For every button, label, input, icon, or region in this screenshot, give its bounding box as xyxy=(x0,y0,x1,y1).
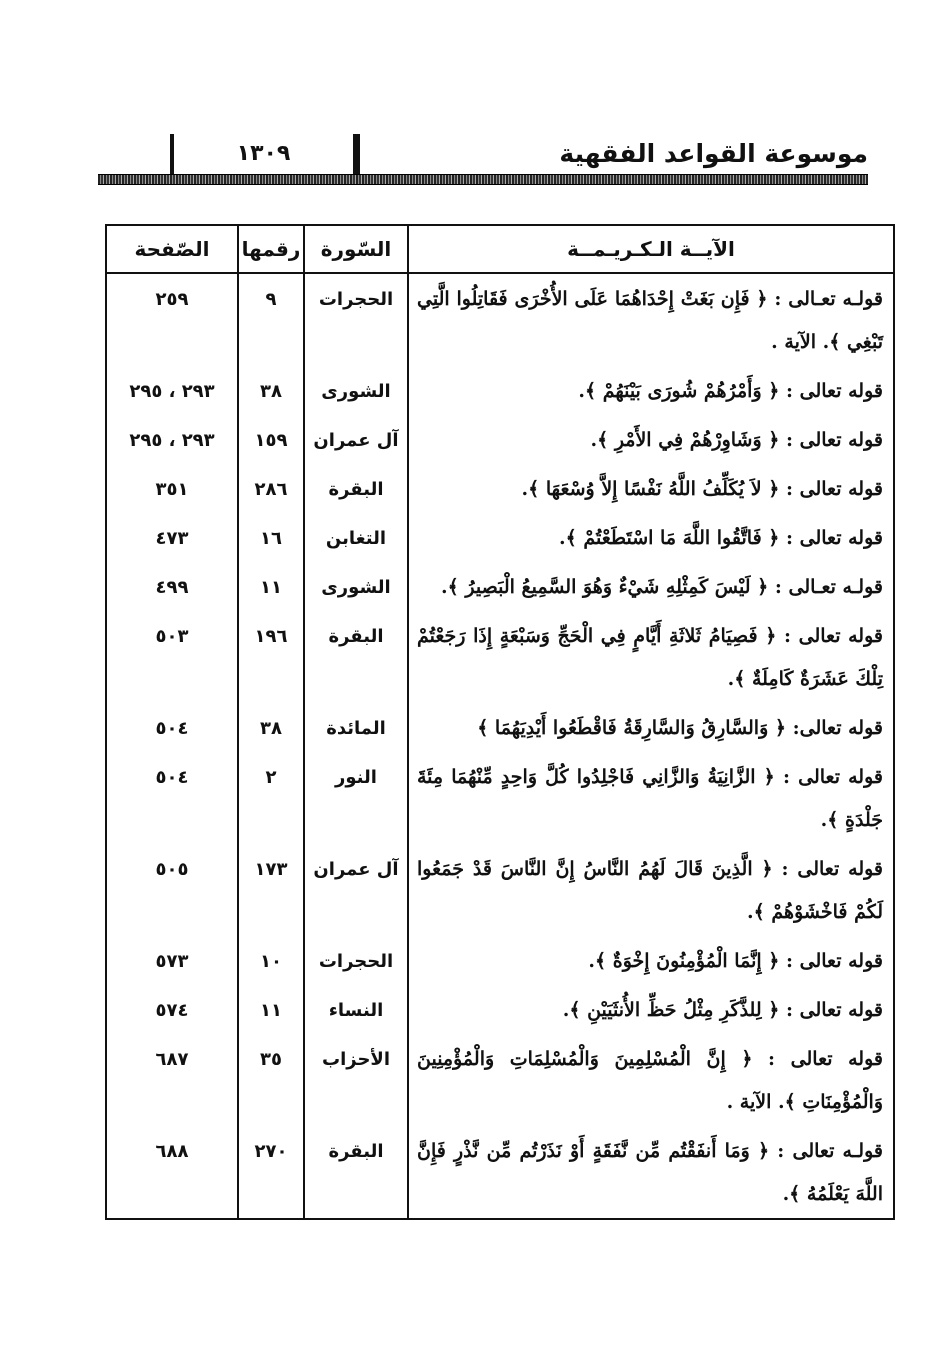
verses-index-table xyxy=(105,224,895,1220)
surah-cell: النساء xyxy=(304,985,408,1034)
table-row xyxy=(106,844,894,936)
number-cell: ٩ xyxy=(238,273,304,366)
number-cell: ١١ xyxy=(238,562,304,611)
number-cell: ١٩٦ xyxy=(238,611,304,703)
ayah-cell: قوله تعالى : ﴿ الَّذِينَ قَالَ لَهُمُ النَّاسُ إِنَّ النَّاسَ قَدْ جَمَعُوا لَكُمْ فَاخْشَوْهُمْ ﴾. xyxy=(408,844,894,936)
number-cell: ١٠ xyxy=(238,936,304,985)
number-cell: ١٧٣ xyxy=(238,844,304,936)
page-cell: ٢٩٣ ، ٢٩٥ xyxy=(106,415,238,464)
ayah-cell: قوله تعالى : ﴿ لاَ يُكَلِّفُ اللَّهُ نَفْسًا إِلاَّ وُسْعَهَا ﴾. xyxy=(408,464,894,513)
page-cell: ٥٠٥ xyxy=(106,844,238,936)
ayah-cell: قوله تعالى : ﴿ وَأَمْرُهُمْ شُورَى بَيْنَهُمْ ﴾. xyxy=(408,366,894,415)
table-row xyxy=(106,562,894,611)
table-row xyxy=(106,611,894,703)
page-cell: ٤٧٣ xyxy=(106,513,238,562)
surah-cell: المائدة xyxy=(304,703,408,752)
surah-cell: الأحزاب xyxy=(304,1034,408,1126)
column-header-page: الصّفحة xyxy=(106,225,238,273)
header-rule xyxy=(98,174,868,185)
table-row xyxy=(106,752,894,844)
number-cell: ٢٨٦ xyxy=(238,464,304,513)
surah-cell: الشورى xyxy=(304,366,408,415)
table-row xyxy=(106,936,894,985)
page-cell: ٥٧٣ xyxy=(106,936,238,985)
surah-cell: آل عمران xyxy=(304,844,408,936)
table-row xyxy=(106,366,894,415)
page-cell: ٢٩٣ ، ٢٩٥ xyxy=(106,366,238,415)
page-cell: ٣٥١ xyxy=(106,464,238,513)
surah-cell: البقرة xyxy=(304,1126,408,1219)
page-cell: ٥٠٣ xyxy=(106,611,238,703)
number-cell: ٣٥ xyxy=(238,1034,304,1126)
surah-cell: البقرة xyxy=(304,464,408,513)
surah-cell: الحجرات xyxy=(304,936,408,985)
number-cell: ٢٧٠ xyxy=(238,1126,304,1219)
page-number: ١٣٠٩ xyxy=(170,134,360,174)
table-row xyxy=(106,513,894,562)
table-row xyxy=(106,273,894,366)
page-cell: ٤٩٩ xyxy=(106,562,238,611)
surah-cell: النور xyxy=(304,752,408,844)
ayah-cell: قوله تعالى : ﴿ لِلذَّكَرِ مِثْلُ حَظِّ الأُنثَيَيْنِ ﴾. xyxy=(408,985,894,1034)
ayah-cell: قوله تعالى : ﴿ الزَّانِيَةُ وَالزَّانِي فَاجْلِدُوا كُلَّ وَاحِدٍ مِّنْهُمَا مِئَةَ جَلْدَةٍ ﴾. xyxy=(408,752,894,844)
ayah-cell: قوله تعالى : ﴿ فَاتَّقُوا اللَّهَ مَا اسْتَطَعْتُمْ ﴾. xyxy=(408,513,894,562)
page-cell: ٦٨٨ xyxy=(106,1126,238,1219)
table-row xyxy=(106,985,894,1034)
number-cell: ٣٨ xyxy=(238,703,304,752)
page-header xyxy=(98,128,868,188)
ayah-cell: قوله تعالى : ﴿ إِنَّمَا الْمُؤْمِنُونَ إِخْوَةٌ ﴾. xyxy=(408,936,894,985)
column-header-surah: السّورة xyxy=(304,225,408,273)
column-header-ayah: الآيــة الـكـريـمــة xyxy=(408,225,894,273)
table-row xyxy=(106,1034,894,1126)
page-cell: ٢٥٩ xyxy=(106,273,238,366)
number-cell: ١٦ xyxy=(238,513,304,562)
ayah-cell: قولـه تعالى : ﴿ وَمَا أَنفَقْتُم مِّن نَّفَقَةٍ أَوْ نَذَرْتُم مِّن نَّذْرٍ فَإِنَّ اللَّهَ يَعْلَمُهُ ﴾. xyxy=(408,1126,894,1219)
surah-cell: الشورى xyxy=(304,562,408,611)
number-cell: ٣٨ xyxy=(238,366,304,415)
number-cell: ٢ xyxy=(238,752,304,844)
page-cell: ٥٠٤ xyxy=(106,752,238,844)
surah-cell: الحجرات xyxy=(304,273,408,366)
page-cell: ٦٨٧ xyxy=(106,1034,238,1126)
number-cell: ١١ xyxy=(238,985,304,1034)
surah-cell: التغابن xyxy=(304,513,408,562)
number-cell: ١٥٩ xyxy=(238,415,304,464)
book-title: موسوعة القواعد الفقهية xyxy=(559,139,868,168)
table-row xyxy=(106,415,894,464)
ayah-cell: قوله تعالى: ﴿ وَالسَّارِقُ وَالسَّارِقَةُ فَاقْطَعُوا أَيْدِيَهُمَا ﴾ xyxy=(408,703,894,752)
table-header-row xyxy=(106,225,894,273)
ayah-cell: قوله تعالى : ﴿ وَشَاوِرْهُمْ فِي الأَمْرِ ﴾. xyxy=(408,415,894,464)
page-cell: ٥٧٤ xyxy=(106,985,238,1034)
surah-cell: آل عمران xyxy=(304,415,408,464)
ayah-cell: قوله تعالى : ﴿ إِنَّ الْمُسْلِمِينَ وَالْمُسْلِمَاتِ وَالْمُؤْمِنِينَ وَالْمُؤْمِنَاتِ ﴾. الآية . xyxy=(408,1034,894,1126)
ayah-cell: قوله تعالى : ﴿ فَصِيَامُ ثَلاثَةِ أَيَّامٍ فِي الْحَجِّ وَسَبْعَةٍ إِذَا رَجَعْتُمْ تِلْكَ عَشَرَةٌ كَامِلَةٌ ﴾. xyxy=(408,611,894,703)
table-row xyxy=(106,1126,894,1219)
table-row xyxy=(106,703,894,752)
ayah-cell: قولـه تعـالى : ﴿ فَإِن بَغَتْ إِحْدَاهُمَا عَلَى الأُخْرَى فَقَاتِلُوا الَّتِي تَبْغِي ﴾. الآية . xyxy=(408,273,894,366)
table-row xyxy=(106,464,894,513)
page-cell: ٥٠٤ xyxy=(106,703,238,752)
surah-cell: البقرة xyxy=(304,611,408,703)
column-header-number: رقمها xyxy=(238,225,304,273)
ayah-cell: قولـه تعـالى : ﴿ لَيْسَ كَمِثْلِهِ شَيْءٌ وَهُوَ السَّمِيعُ الْبَصِيرُ ﴾. xyxy=(408,562,894,611)
